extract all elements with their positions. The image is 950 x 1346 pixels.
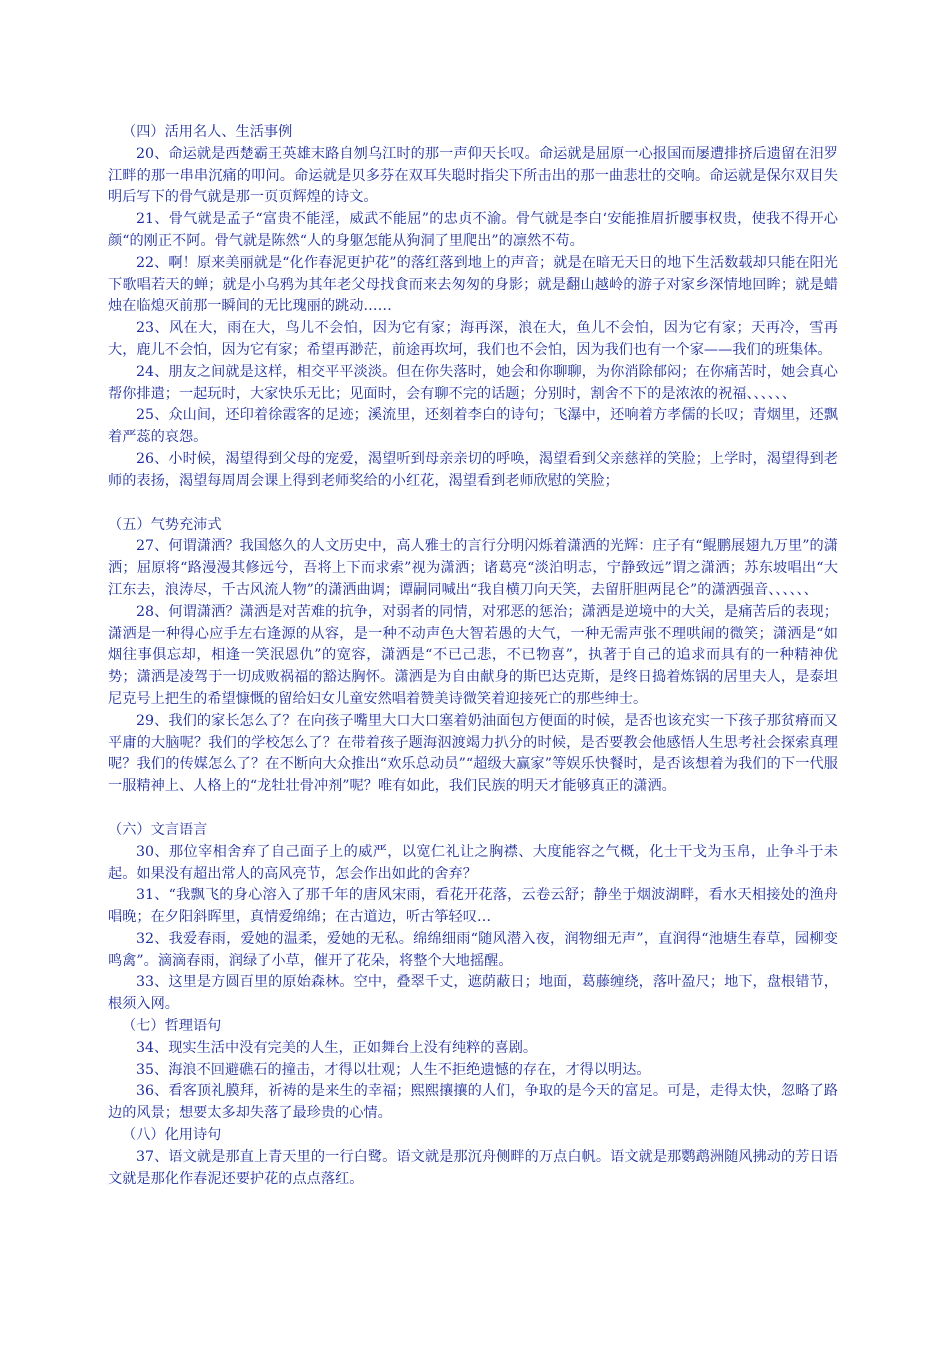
section-spacer [108, 493, 838, 515]
paragraph-24: 24、朋友之间就是这样，相交平平淡淡。但在你失落时，她会和你聊聊，为你消除郁闷；在你痛苦时，她会真心帮你排遣；一起玩时，大家快乐无比；见面时，会有聊不完的话题；分别时，割舍不下的是浓浓的祝福、、、、、、 [108, 363, 838, 402]
document-page [108, 122, 838, 1190]
section-celebrity-examples [108, 122, 838, 493]
paragraph-36: 36、看客顶礼膜拜，祈祷的是来生的幸福；熙熙攘攘的人们，争取的是今天的富足。可是，走得太快，忽略了路边的风景；想要太多却失落了最珍贵的心情。 [108, 1083, 838, 1122]
paragraph-35: 35、海浪不回避礁石的撞击，才得以壮观；人生不拒绝遗憾的存在，才得以明达。 [136, 1061, 651, 1078]
paragraph-23: 23、风在大，雨在大，鸟儿不会怕，因为它有家；海再深，浪在大，鱼儿不会怕，因为它有家；天再冷，雪再大，鹿儿不会怕，因为它有家；希望再渺茫，前途再坎坷，我们也不会怕，因为我们也有一个家——我们的班集体。 [108, 320, 838, 358]
paragraph-21: 21、骨气就是孟子“富贵不能淫，威武不能屈”的忠贞不渝。骨气就是李白‘安能推眉折腰事权贵，使我不得开心颜“的刚正不阿。骨气就是陈然“人的身躯怎能从狗洞了里爬出”的凛然不苟。 [108, 211, 838, 249]
paragraph-25: 25、众山间，还印着徐霞客的足迹；溪流里，还刻着李白的诗句；飞瀑中，还响着方孝儒的长叹；青烟里，还飘着严蕊的哀怨。 [108, 407, 838, 446]
paragraph-20: 20、命运就是西楚霸王英雄末路自刎乌江时的那一声仰天长叹。命运就是屈原一心报国而屡遭排挤后遗留在汨罗江畔的那一串串沉痛的叩问。命运就是贝多芬在双耳失聪时指尖下所击出的那一曲悲壮的交响。命运就是保尔双目失明后写下的骨气就是那一页页辉煌的诗文。 [108, 145, 838, 206]
section-philosophical-sentences [108, 1016, 838, 1125]
section-spacer [108, 798, 838, 820]
paragraph-34: 34、现实生活中没有完美的人生，正如舞台上没有纯粹的喜剧。 [136, 1039, 538, 1056]
section-momentum-style [108, 515, 838, 798]
paragraph-31: 31、“我飘飞的身心溶入了那千年的唐风宋雨，看花开花落，云卷云舒；静坐于烟波湖畔，看水天相接处的渔舟唱晚；在夕阳斜晖里，真情爱绵绵；在古道边，听古筝轻叹… [108, 887, 838, 926]
paragraph-26: 26、小时候，渴望得到父母的宠爱，渴望听到母亲亲切的呼唤，渴望看到父亲慈祥的笑脸；上学时，渴望得到老师的表扬，渴望每周周会课上得到老师奖给的小红花，渴望看到老师欣慰的笑脸； [108, 450, 838, 489]
section-classical-language [108, 820, 838, 1016]
paragraph-22: 22、啊！原来美丽就是“化作春泥更护花”的落红落到地上的声音；就是在暗无天日的地下生活数载却只能在阳光下歌唱若天的蝉；就是小乌鸦为其年老父母找食而来去匆匆的身影；就是翻山越岭的游子对家乡深情地回眸；就是蜡烛在临熄灭前那一瞬间的无比瑰丽的跳动…… [108, 254, 838, 315]
section-heading: （四）活用名人、生活事例 [122, 124, 293, 140]
section-heading: （七）哲理语句 [122, 1018, 222, 1035]
section-poetry-adaptation [108, 1125, 838, 1190]
section-heading: （八）化用诗句 [122, 1127, 222, 1144]
section-heading: （五）气势充沛式 [108, 516, 222, 533]
paragraph-37: 37、语文就是那直上青天里的一行白鹭。语文就是那沉舟侧畔的万点白帆。语文就是那鹦鹉洲随风拂动的芳日语文就是那化作春泥还要护花的点点落红。 [108, 1148, 838, 1187]
paragraph-33: 33、这里是方圆百里的原始森林。空中，叠翠千丈，遮荫蔽日；地面，葛藤缠绕，落叶盈尺；地下，盘根错节，根须入网。 [108, 974, 838, 1013]
paragraph-27: 27、何谓潇洒？我国悠久的人文历史中，高人雅士的言行分明闪烁着潇洒的光辉：庄子有“鲲鹏展翅九万里”的潇洒；屈原将“路漫漫其修远兮，吾将上下而求索”视为潇洒；诸葛亮“淡泊明志，宁静致远”谓之潇洒；苏东坡唱出“大江东去，浪涛尽，千古风流人物”的潇洒曲调；谭嗣同喊出“我自横刀向天笑，去留肝胆两昆仑”的潇洒强音、、、、、、 [108, 538, 838, 598]
paragraph-32: 32、我爱春雨，爱她的温柔，爱她的无私。绵绵细雨“随风潜入夜，润物细无声”，直润得“池塘生春草，园柳变鸣禽”。滴滴春雨，润绿了小草，催开了花朵，将整个大地摇醒。 [108, 930, 838, 969]
paragraph-30: 30、那位宰相舍弃了自己面子上的威严，以宽仁礼让之胸襟、大度能容之气概，化士干戈为玉帛，止争斗于未起。如果没有超出常人的高风亮节，怎会作出如此的舍弃？ [108, 843, 838, 882]
paragraph-29: 29、我们的家长怎么了？在向孩子嘴里大口大口塞着奶油面包方便面的时候，是否也该充实一下孩子那贫瘠而又平庸的大脑呢？我们的学校怎么了？在带着孩子题海泅渡竭力扒分的时候，是否要教会他感悟人生思考社会探索真理呢？我们的传媒怎么了？在不断向大众推出“欢乐总动员”“超级大赢家”等娱乐快餐时，是否该想着为我们的下一代服一服精神上、人格上的“龙牡壮骨冲剂”呢？唯有如此，我们民族的明天才能够真正的潇洒。 [108, 712, 838, 795]
paragraph-28: 28、何谓潇洒？潇洒是对苦难的抗争，对弱者的同情，对邪恶的惩治；潇洒是逆境中的大关，是痛苦后的表现；潇洒是一种得心应手左右逢源的从容，是一种不动声色大智若愚的大气，一种无需声张不理哄闹的微笑；潇洒是“如烟往事俱忘却，相逢一笑泯恩仇”的宽容，潇洒是“不已己悲，不已物喜”，执著于自己的追求而具有的一种精神优势；潇洒是凌驾于一切成败祸福的豁达胸怀。潇洒是为自由献身的斯巴达克斯，是终日捣着炼锅的居里夫人，是泰坦尼克号上把生的希望慷慨的留给妇女儿童安然唱着赞美诗微笑着迎接死亡的那些绅士。 [108, 603, 838, 707]
section-heading: （六）文言语言 [108, 821, 208, 838]
